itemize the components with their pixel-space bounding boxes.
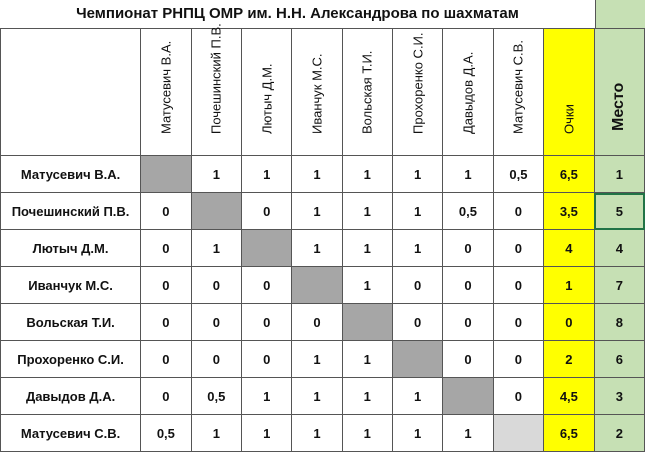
result-cell[interactable]: 1 bbox=[191, 156, 241, 193]
column-header[interactable]: Лютыч Д.М. bbox=[242, 29, 292, 156]
result-cell[interactable]: 1 bbox=[342, 378, 392, 415]
place-cell[interactable]: 2 bbox=[594, 415, 644, 452]
column-header[interactable]: Прохоренко С.И. bbox=[392, 29, 442, 156]
table-row bbox=[1, 304, 645, 341]
result-cell[interactable]: 0 bbox=[392, 304, 442, 341]
result-cell[interactable]: 1 bbox=[191, 415, 241, 452]
points-header[interactable]: Очки bbox=[544, 29, 594, 156]
result-cell[interactable]: 0 bbox=[141, 267, 191, 304]
diagonal-cell[interactable] bbox=[342, 304, 392, 341]
column-header[interactable]: Вольская Т.И. bbox=[342, 29, 392, 156]
table-title: Чемпионат РНПЦ ОМР им. Н.Н. Александрова по шахматам bbox=[76, 5, 519, 22]
place-cell[interactable]: 3 bbox=[594, 378, 644, 415]
player-name-cell[interactable]: Вольская Т.И. bbox=[1, 304, 141, 341]
points-cell[interactable]: 1 bbox=[544, 267, 594, 304]
result-cell[interactable]: 0 bbox=[493, 267, 543, 304]
table-row bbox=[1, 378, 645, 415]
column-header[interactable]: Матусевич С.В. bbox=[493, 29, 543, 156]
result-cell[interactable]: 0 bbox=[443, 267, 493, 304]
result-cell[interactable]: 1 bbox=[392, 378, 442, 415]
corner-cell[interactable] bbox=[1, 29, 141, 156]
place-header-top-cell[interactable] bbox=[595, 0, 645, 28]
column-header[interactable]: Почешинский П.В. bbox=[191, 29, 241, 156]
result-cell[interactable]: 0 bbox=[141, 341, 191, 378]
diagonal-cell[interactable] bbox=[493, 415, 543, 452]
column-header[interactable]: Матусевич В.А. bbox=[141, 29, 191, 156]
table-row bbox=[1, 415, 645, 452]
result-cell[interactable]: 0 bbox=[493, 304, 543, 341]
column-header[interactable]: Давыдов Д.А. bbox=[443, 29, 493, 156]
result-cell[interactable]: 1 bbox=[342, 230, 392, 267]
column-header[interactable]: Иванчук М.С. bbox=[292, 29, 342, 156]
table-row bbox=[1, 230, 645, 267]
points-cell[interactable]: 6,5 bbox=[544, 415, 594, 452]
result-cell[interactable]: 1 bbox=[292, 341, 342, 378]
place-cell-selected[interactable]: 5 bbox=[594, 193, 644, 230]
table-row bbox=[1, 156, 645, 193]
table-row bbox=[1, 193, 645, 230]
player-name-cell[interactable]: Матусевич В.А. bbox=[1, 156, 141, 193]
player-name-cell[interactable]: Прохоренко С.И. bbox=[1, 341, 141, 378]
header-row bbox=[1, 29, 645, 156]
crosstable bbox=[0, 23, 645, 452]
result-cell[interactable]: 0 bbox=[141, 193, 191, 230]
result-cell[interactable]: 0 bbox=[242, 341, 292, 378]
player-name-cell[interactable]: Давыдов Д.А. bbox=[1, 378, 141, 415]
diagonal-cell[interactable] bbox=[191, 193, 241, 230]
player-name-cell[interactable]: Матусевич С.В. bbox=[1, 415, 141, 452]
result-cell[interactable]: 1 bbox=[443, 156, 493, 193]
result-cell[interactable]: 1 bbox=[342, 156, 392, 193]
result-cell[interactable]: 1 bbox=[342, 341, 392, 378]
result-cell[interactable]: 1 bbox=[292, 230, 342, 267]
place-cell[interactable]: 4 bbox=[594, 230, 644, 267]
place-cell[interactable]: 7 bbox=[594, 267, 644, 304]
player-name-cell[interactable]: Почешинский П.В. bbox=[1, 193, 141, 230]
points-cell[interactable]: 4 bbox=[544, 230, 594, 267]
result-cell[interactable]: 0,5 bbox=[141, 415, 191, 452]
result-cell[interactable]: 0 bbox=[191, 341, 241, 378]
player-name-cell[interactable]: Иванчук М.С. bbox=[1, 267, 141, 304]
points-cell[interactable]: 0 bbox=[544, 304, 594, 341]
result-cell[interactable]: 1 bbox=[292, 415, 342, 452]
result-cell[interactable]: 1 bbox=[292, 193, 342, 230]
place-header[interactable]: Место bbox=[594, 29, 644, 156]
result-cell[interactable]: 0 bbox=[493, 230, 543, 267]
result-cell[interactable]: 0 bbox=[443, 341, 493, 378]
result-cell[interactable]: 1 bbox=[292, 378, 342, 415]
result-cell[interactable]: 1 bbox=[392, 415, 442, 452]
player-name-cell[interactable]: Лютыч Д.М. bbox=[1, 230, 141, 267]
result-cell[interactable]: 0 bbox=[141, 378, 191, 415]
place-cell[interactable]: 8 bbox=[594, 304, 644, 341]
diagonal-cell[interactable] bbox=[141, 156, 191, 193]
result-cell[interactable]: 0 bbox=[392, 267, 442, 304]
result-cell[interactable]: 0 bbox=[242, 193, 292, 230]
result-cell[interactable]: 1 bbox=[342, 267, 392, 304]
result-cell[interactable]: 0 bbox=[191, 267, 241, 304]
result-cell[interactable]: 1 bbox=[443, 415, 493, 452]
diagonal-cell[interactable] bbox=[242, 230, 292, 267]
result-cell[interactable]: 1 bbox=[392, 156, 442, 193]
result-cell[interactable]: 1 bbox=[292, 156, 342, 193]
result-cell[interactable]: 1 bbox=[242, 378, 292, 415]
result-cell[interactable]: 0 bbox=[141, 230, 191, 267]
result-cell[interactable]: 1 bbox=[392, 230, 442, 267]
result-cell[interactable]: 1 bbox=[392, 193, 442, 230]
result-cell[interactable]: 0,5 bbox=[443, 193, 493, 230]
result-cell[interactable]: 0 bbox=[443, 304, 493, 341]
result-cell[interactable]: 0 bbox=[191, 304, 241, 341]
place-cell[interactable]: 1 bbox=[594, 156, 644, 193]
result-cell[interactable]: 0 bbox=[493, 341, 543, 378]
points-cell[interactable]: 6,5 bbox=[544, 156, 594, 193]
table-row bbox=[1, 267, 645, 304]
result-cell[interactable]: 0 bbox=[493, 193, 543, 230]
result-cell[interactable]: 0,5 bbox=[493, 156, 543, 193]
diagonal-cell[interactable] bbox=[392, 341, 442, 378]
table-row bbox=[1, 341, 645, 378]
result-cell[interactable]: 0 bbox=[242, 267, 292, 304]
result-cell[interactable]: 1 bbox=[191, 230, 241, 267]
result-cell[interactable]: 1 bbox=[342, 193, 392, 230]
result-cell[interactable]: 0 bbox=[242, 304, 292, 341]
points-cell[interactable]: 4,5 bbox=[544, 378, 594, 415]
result-cell[interactable]: 1 bbox=[242, 415, 292, 452]
place-cell[interactable]: 6 bbox=[594, 341, 644, 378]
result-cell[interactable]: 0 bbox=[493, 378, 543, 415]
result-cell[interactable]: 0,5 bbox=[191, 378, 241, 415]
result-cell[interactable]: 1 bbox=[342, 415, 392, 452]
result-cell[interactable]: 0 bbox=[443, 230, 493, 267]
result-cell[interactable]: 0 bbox=[141, 304, 191, 341]
points-cell[interactable]: 3,5 bbox=[544, 193, 594, 230]
diagonal-cell[interactable] bbox=[443, 378, 493, 415]
points-cell[interactable]: 2 bbox=[544, 341, 594, 378]
result-cell[interactable]: 1 bbox=[242, 156, 292, 193]
result-cell[interactable]: 0 bbox=[292, 304, 342, 341]
diagonal-cell[interactable] bbox=[292, 267, 342, 304]
